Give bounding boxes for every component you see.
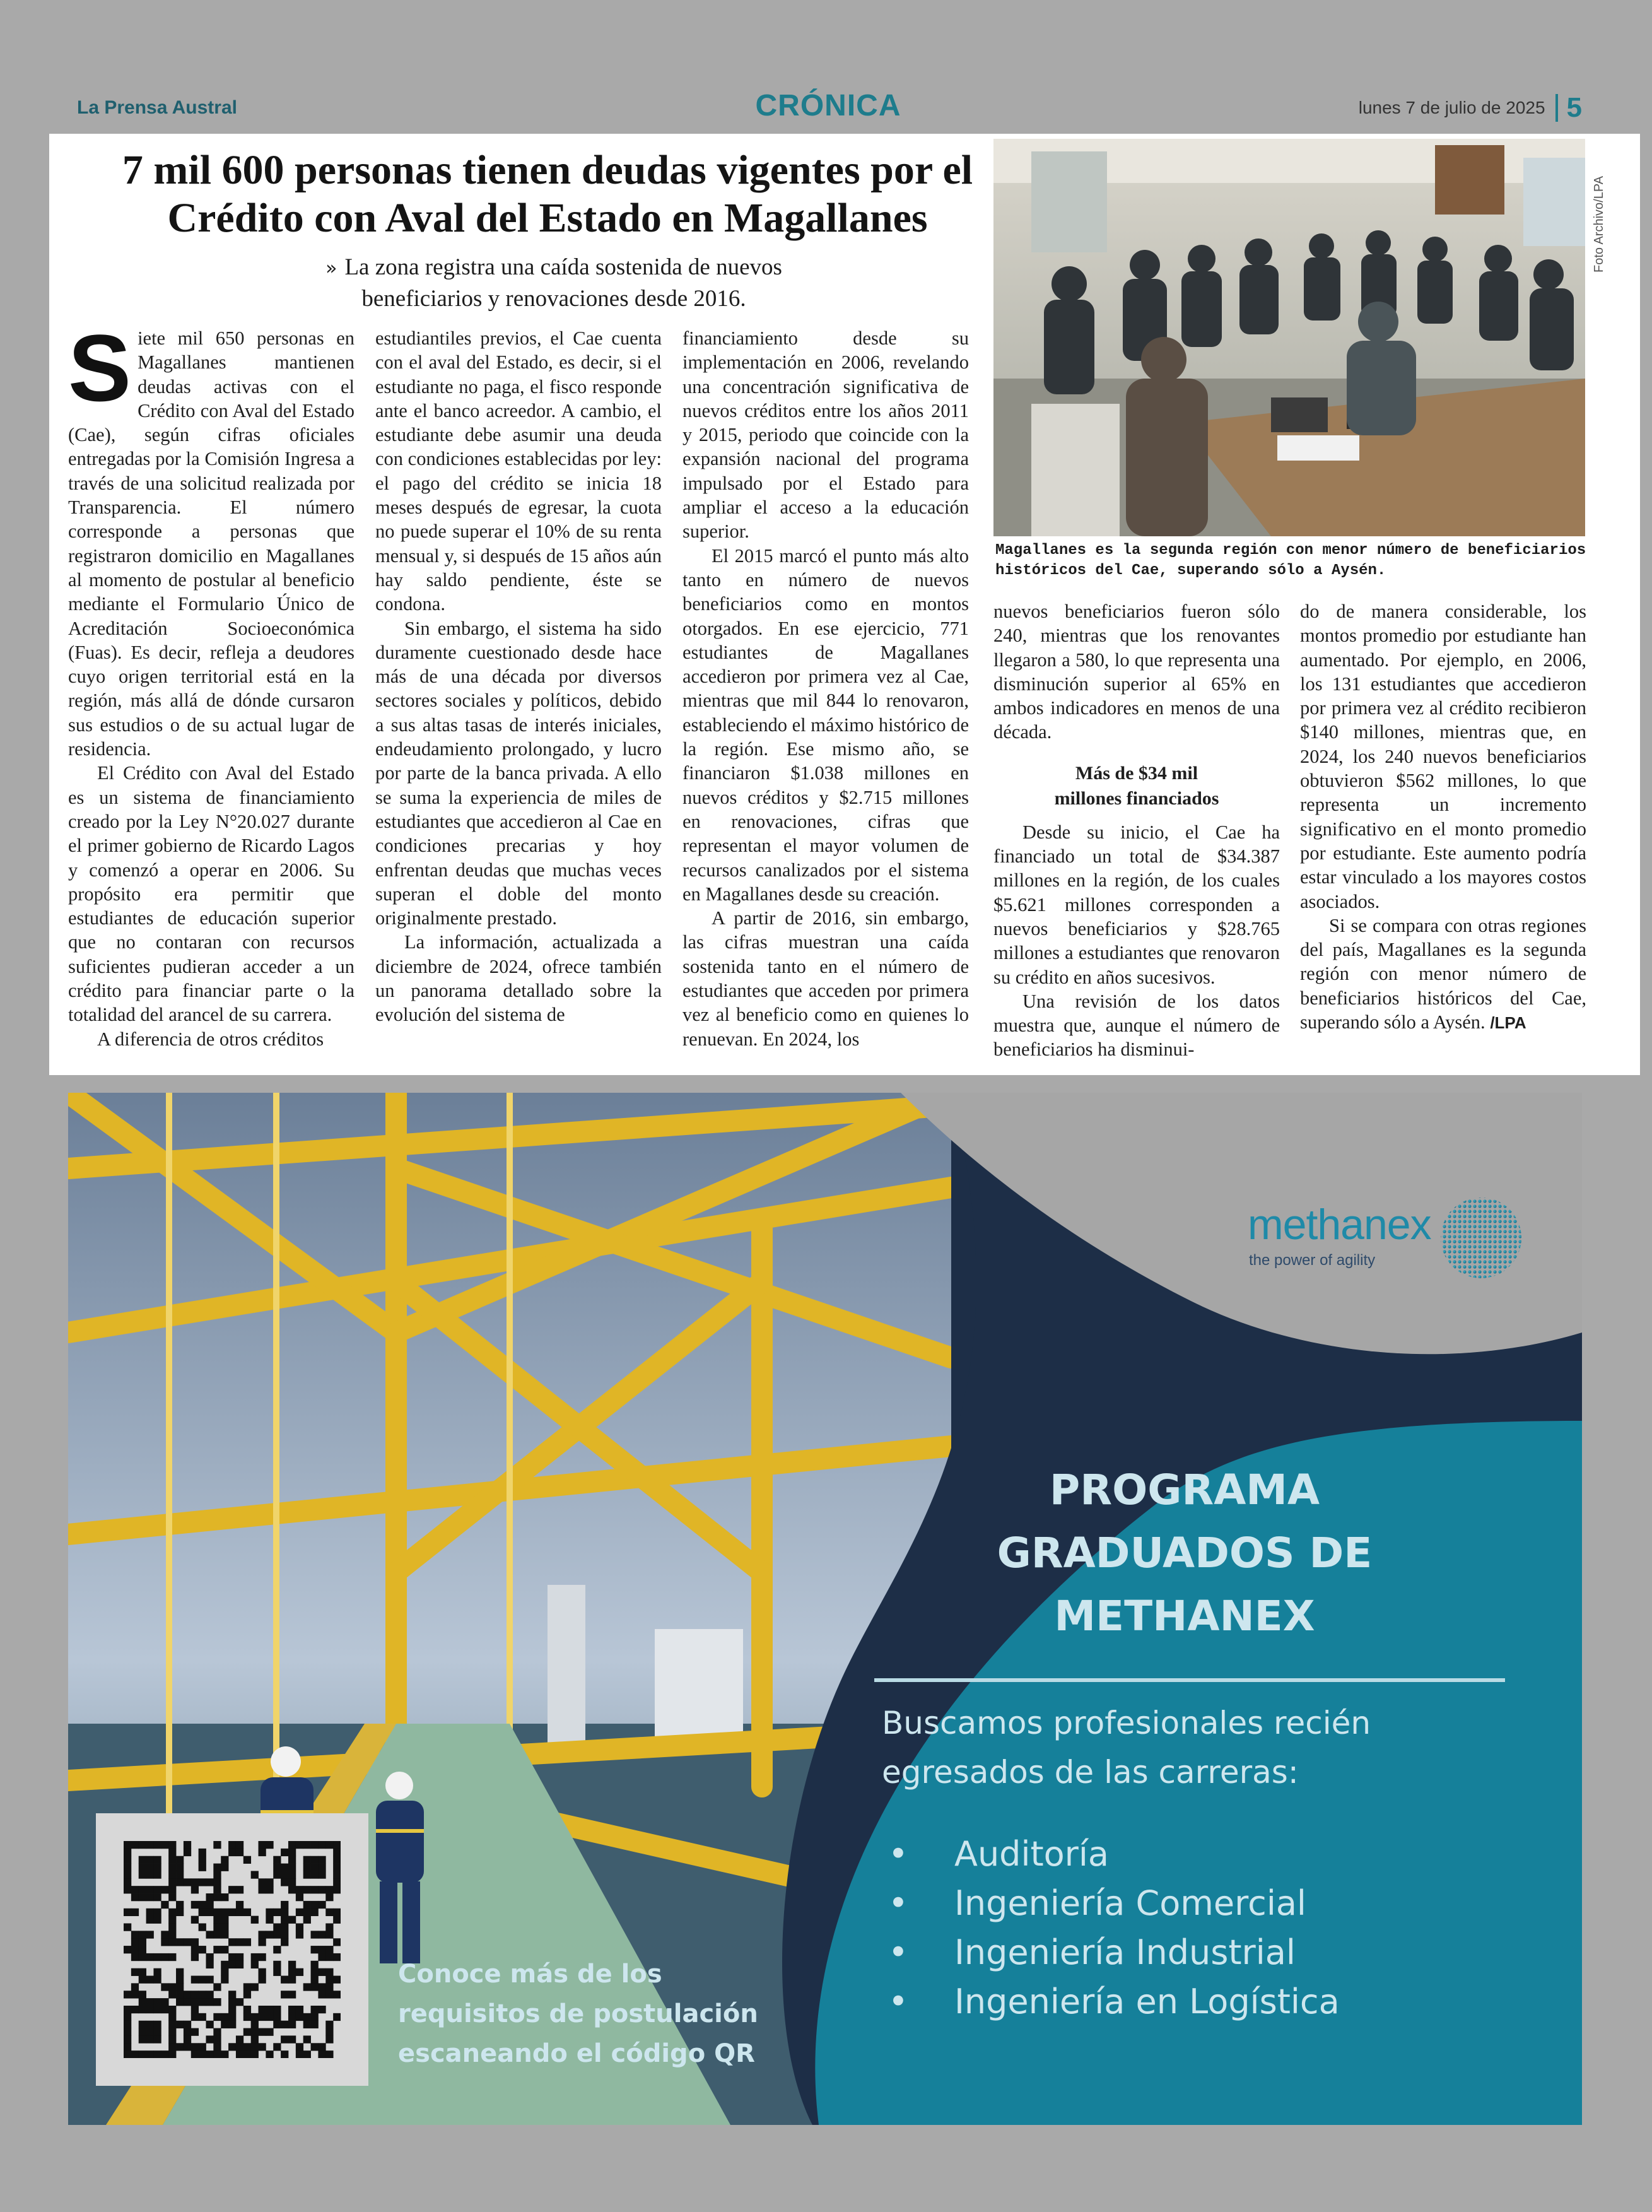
qr-instructions: Conoce más de los requisitos de postulación escaneando el código QR — [398, 1960, 758, 2068]
ad-title-line-3: METHANEX — [1054, 1592, 1315, 1640]
logo-wordmark: methanex — [1248, 1201, 1431, 1249]
deck-line-2: beneficiarios y renovaciones desde 2016. — [361, 286, 746, 312]
ad-title-line-2: GRADUADOS DE — [997, 1529, 1373, 1577]
paragraph: estudiantiles previos, el Cae cuenta con el aval del Estado, es decir, si el estudiante no paga, el fisco responde ante el banco acreedor. A cambio, el estudiante debe asumir una deuda con condiciones establecidas por ley: el pago del crédito se inicia 18 meses después de egresar, la cuota no puede superar el 10% de su renta mensual y, si después de 15 años aún hay saldo pendiente, éste se condona. — [375, 327, 662, 615]
news-article — [49, 134, 1640, 1075]
issue-date: lunes 7 de julio de 2025 — [1358, 98, 1545, 117]
paragraph: financiamiento desde su implementación en 2006, revelando una concentración significativa de nuevos créditos entre los años 2011 y 2015, periodo que coincide con la expansión nacional del programa impulsado por el Estado para ampliar el acceso a la educación superior. — [682, 327, 969, 543]
paragraph: Una revisión de los datos muestra que, aunque el número de beneficiarios ha disminui- — [993, 990, 1280, 1061]
article-subhead — [993, 761, 1280, 811]
subhead-line-1: Más de $34 mil — [1075, 762, 1198, 784]
paragraph: A diferencia de otros créditos — [97, 1028, 324, 1050]
qr-code-icon — [124, 1841, 341, 2058]
paragraph: iete mil 650 personas en Magallanes mantienen deudas activas con el Crédito con Aval del Estado (Cae), según cifras oficiales entregadas por la Comisión Ingresa a través de una solicitud realizada por Transparencia. El número corresponde a personas que registraron domicilio en Magallanes al momento de postular al beneficio mediante el Formulario Único de Acreditación Socioeconómica (Fuas). Es decir, refleja a deudores cuyo origen territorial está en la región, más allá de dónde cursaron sus estudios o de su actual lugar de residencia. — [68, 327, 354, 760]
article-signature: /LPA — [1490, 1013, 1526, 1033]
logo-tagline: the power of agility — [1249, 1252, 1376, 1269]
classroom-photo — [993, 139, 1585, 536]
dotted-globe-icon — [1437, 1194, 1525, 1282]
article-column-2 — [375, 326, 662, 1027]
article-column-1 — [68, 315, 354, 1051]
career-item: • Auditoría — [882, 1830, 1487, 1879]
drop-cap: S — [68, 315, 132, 421]
classroom-illustration — [993, 139, 1585, 536]
article-column-4 — [993, 599, 1280, 1062]
photo-credit: Foto Archivo/LPA — [1592, 175, 1606, 273]
paragraph: Desde su inicio, el Cae ha financiado un total de $34.387 millones en la región, de los cuales $5.621 millones corresponden a nuevos beneficiarios y $28.765 millones a estudiantes que renovaron su crédito en años sucesivos. — [993, 821, 1280, 988]
career-item: • Ingeniería Comercial — [882, 1879, 1487, 1928]
methanex-advertisement — [68, 1093, 1582, 2125]
career-item: • Ingeniería en Logística — [882, 1977, 1487, 2027]
career-item: • Ingeniería Industrial — [882, 1928, 1487, 1977]
chevron-right-icon: » — [325, 257, 337, 279]
paragraph: do de manera considerable, los montos promedio por estudiante han aumentado. Por ejemplo, en 2006, los 131 estudiantes que accedieron por primera vez al crédito recibieron $140 millones, mientras que, en 2024, los 240 nuevos beneficiarios obtuvieron $562 millones, lo que representa un incremento significativo en el monto promedio por estudiante. Este aumento podría estar vinculado a los mayores costos asociados. — [1300, 601, 1586, 912]
article-deck — [207, 252, 901, 314]
deck-line-1: La zona registra una caída sostenida de nuevos — [344, 254, 782, 280]
article-column-5 — [1300, 599, 1586, 1035]
article-column-3 — [682, 326, 969, 1051]
date-page-block — [1359, 92, 1582, 124]
ad-intro-text: Buscamos profesionales recién egresados de las carreras: — [882, 1705, 1371, 1791]
newspaper-name: La Prensa Austral — [77, 97, 237, 118]
ad-title-line-1: PROGRAMA — [1049, 1466, 1320, 1514]
paragraph-text: Si se compara con otras regiones del país, Magallanes es la segunda región con menor número de beneficiarios históricos del Cae, superando sólo a Aysén. — [1300, 914, 1586, 1033]
article-headline: 7 mil 600 personas tienen deudas vigentes por el Crédito con Aval del Estado en Magallanes — [122, 147, 973, 241]
paragraph — [1300, 914, 1586, 1035]
ad-divider — [874, 1678, 1505, 1682]
section-title: CRÓNICA — [755, 89, 901, 122]
ad-title — [882, 1459, 1487, 1648]
subhead-line-2: millones financiados — [1054, 787, 1219, 809]
header-divider — [1555, 94, 1558, 122]
paragraph: Sin embargo, el sistema ha sido duramente cuestionado desde hace más de una década por diversos sectores sociales y políticos, debido a sus altas tasas de interés iniciales, endeudamiento prolongado, y lucro por parte de la banca privada. A ello se suma la experiencia de miles de estudiantes que accedieron al Cae en condiciones precarias y hoy enfrentan deudas que muchas veces superan el doble del monto originalmente prestado. — [375, 617, 662, 929]
methanex-logo — [1248, 1194, 1525, 1295]
paragraph: El Crédito con Aval del Estado es un sistema de financiamiento creado por la Ley N°20.027 durante el primer gobierno de Ricardo Lagos y comenzó a operar en 2006. Su propósito era permitir que estudiantes de educación superior que no contaran con recursos suficientes pudieran acceder a un crédito para financiar parte o la totalidad del arancel de su carrera. — [68, 762, 354, 1026]
photo-caption: Magallanes es la segunda región con menor número de beneficiarios históricos del Cae, superando sólo a Aysén. — [995, 542, 1586, 579]
paragraph: nuevos beneficiarios fueron sólo 240, mientras que los renovantes llegaron a 580, lo que representa una disminución superior al 65% en ambos indicadores en menos de una década. — [993, 601, 1280, 743]
qr-code[interactable] — [96, 1813, 368, 2086]
page-header — [74, 88, 1582, 126]
paragraph: El 2015 marcó el punto más alto tanto en número de nuevos beneficiarios como en montos otorgados. En ese ejercicio, 771 estudiantes de Magallanes accedieron por primera vez al Cae, mientras que mil 844 lo renovaron, estableciendo el máximo histórico de la región. Ese mismo año, se financiaron $1.038 millones en nuevos créditos y $2.715 millones en renovaciones, cifras que representan el mayor volumen de recursos canalizados por el sistema en Magallanes desde su creación. — [682, 544, 969, 905]
paragraph: La información, actualizada a diciembre de 2024, ofrece también un panorama detallado sobre la evolución del sistema de — [375, 931, 662, 1026]
career-list — [882, 1830, 1487, 2027]
page-number: 5 — [1566, 92, 1582, 123]
paragraph: A partir de 2016, sin embargo, las cifras muestran una caída sostenida tanto en el número de estudiantes que acceden por primera vez al beneficio como en quienes lo renuevan. En 2024, los — [682, 907, 969, 1050]
